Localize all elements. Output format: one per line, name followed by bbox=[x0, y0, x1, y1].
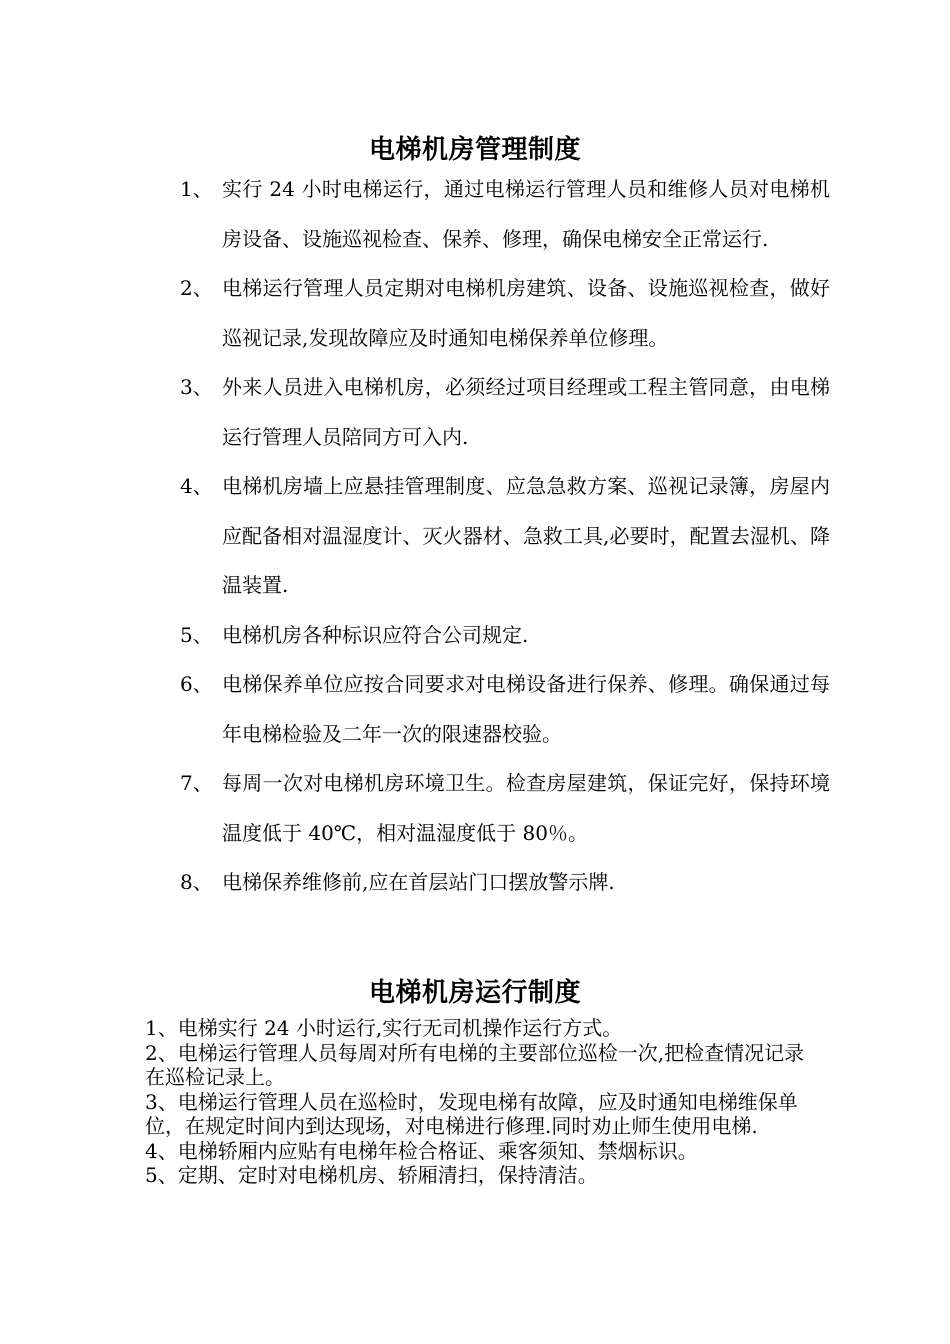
item-text: 电梯保养维修前,应在首层站门口摆放警示牌. bbox=[222, 870, 615, 894]
item-number: 4、 bbox=[180, 474, 213, 498]
item-text: 电梯机房各种标识应符合公司规定. bbox=[222, 622, 529, 647]
section-title-management: 电梯机房管理制度 bbox=[368, 135, 581, 165]
list-item: 1、电梯实行 24 小时运行,实行无司机操作运行方式。 bbox=[145, 1016, 623, 1040]
list-item bbox=[180, 165, 830, 264]
item-number: 1、 bbox=[180, 177, 213, 201]
item-number: 7、 bbox=[180, 771, 213, 795]
item-number: 8、 bbox=[180, 870, 213, 894]
management-rules-list bbox=[180, 165, 830, 908]
item-number: 5、 bbox=[180, 622, 213, 647]
list-item: 3、电梯运行管理人员在巡检时，发现电梯有故障，应及时通知电梯维保单位，在规定时间内到达现场，对电梯进行修理.同时劝止师生使用电梯. bbox=[145, 1089, 798, 1138]
list-item bbox=[180, 759, 830, 858]
list-item bbox=[180, 363, 830, 462]
list-item bbox=[180, 462, 830, 611]
list-item bbox=[180, 611, 830, 661]
item-text: 每周一次对电梯机房环境卫生。检查房屋建筑，保证完好，保持环境温度低于 40℃，相对温湿度低于 80％。 bbox=[222, 771, 830, 845]
list-item: 4、电梯轿厢内应贴有电梯年检合格证、乘客须知、禁烟标识。 bbox=[145, 1138, 698, 1163]
item-text: 外来人员进入电梯机房，必须经过项目经理或工程主管同意，由电梯运行管理人员陪同方可入内. bbox=[222, 375, 830, 449]
list-item bbox=[180, 264, 830, 363]
list-item bbox=[180, 858, 830, 908]
list-item: 2、电梯运行管理人员每周对所有电梯的主要部位巡检一次,把检查情况记录在巡检记录上。 bbox=[145, 1040, 805, 1089]
item-number: 3、 bbox=[180, 375, 213, 399]
list-item bbox=[180, 660, 830, 759]
section-title-operation: 电梯机房运行制度 bbox=[368, 978, 581, 1008]
list-item: 5、定期、定时对电梯机房、轿厢清扫，保持清洁。 bbox=[145, 1163, 598, 1187]
item-text: 电梯机房墙上应悬挂管理制度、应急急救方案、巡视记录簿，房屋内应配备相对温湿度计、灭火器材、急救工具,必要时，配置去湿机、降温装置. bbox=[222, 474, 830, 597]
item-number: 6、 bbox=[180, 672, 213, 696]
item-text: 电梯保养单位应按合同要求对电梯设备进行保养、修理。确保通过每年电梯检验及二年一次的限速器校验。 bbox=[222, 672, 830, 746]
item-text: 实行 24 小时电梯运行，通过电梯运行管理人员和维修人员对电梯机房设备、设施巡视检查、保养、修理，确保电梯安全正常运行. bbox=[222, 177, 830, 251]
item-text: 电梯运行管理人员定期对电梯机房建筑、设备、设施巡视检查，做好巡视记录,发现故障应及时通知电梯保养单位修理。 bbox=[222, 276, 830, 350]
item-number: 2、 bbox=[180, 276, 213, 300]
operation-rules-list bbox=[145, 1016, 815, 1188]
